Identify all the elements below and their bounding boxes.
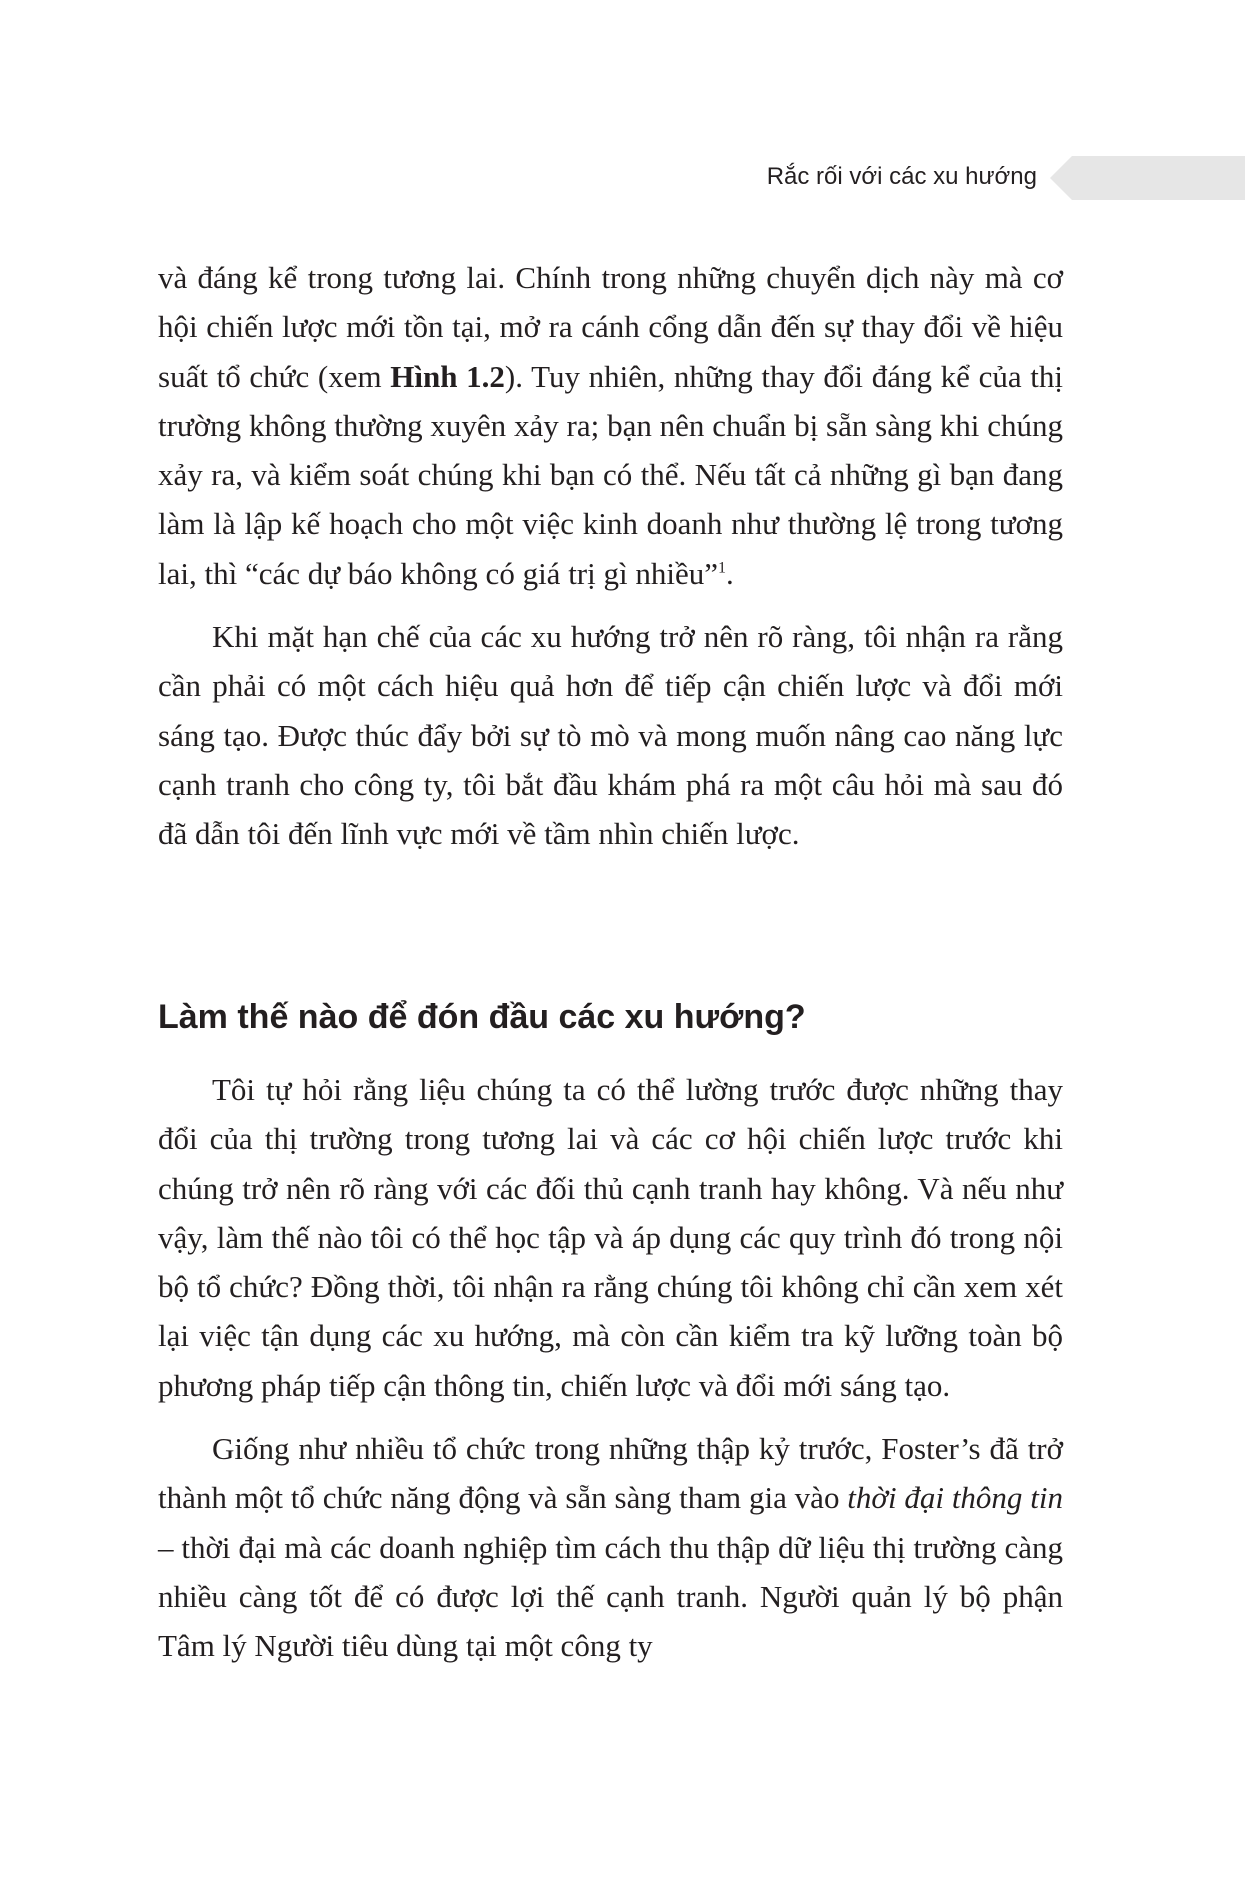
page-number-tab <box>1050 156 1245 200</box>
paragraph-1-text-b: ). Tuy nhiên, những thay đổi đáng kể của thị trường không thường xuyên xảy ra; bạn nên chuẩn bị sẵn sàng khi chúng xảy ra, và kiểm soát chúng khi bạn có thể. Nếu tất cả những gì bạn đang làm là lập kế hoạch cho một việc kinh doanh như thường lệ trong tương lai, thì “các dự báo không có giá trị gì nhiều” <box>158 358 1063 591</box>
paragraph-3: Tôi tự hỏi rằng liệu chúng ta có thể lường trước được những thay đổi của thị trường trong tương lai và các cơ hội chiến lược trước khi chúng trở nên rõ ràng với các đối thủ cạnh tranh hay không. Và nếu như vậy, làm thế nào tôi có thể học tập và áp dụng các quy trình đó trong nội bộ tổ chức? Đồng thời, tôi nhận ra rằng chúng tôi không chỉ cần xem xét lại việc tận dụng các xu hướng, mà còn cần kiểm tra kỹ lưỡng toàn bộ phương pháp tiếp cận thông tin, chiến lược và đổi mới sáng tạo. <box>158 1072 1063 1403</box>
section-heading: Làm thế nào để đón đầu các xu hướng? <box>158 998 806 1036</box>
paragraph-2: Khi mặt hạn chế của các xu hướng trở nên rõ ràng, tôi nhận ra rằng cần phải có một cách hiệu quả hơn để tiếp cận chiến lược và đổi mới sáng tạo. Được thúc đẩy bởi sự tò mò và mong muốn nâng cao năng lực cạnh tranh cho công ty, tôi bắt đầu khám phá ra một câu hỏi mà sau đó đã dẫn tôi đến lĩnh vực mới về tầm nhìn chiến lược. <box>158 619 1063 852</box>
paragraph-4-text-a: Giống như nhiều tổ chức trong những thập kỷ trước, Foster’s đã trở thành một tổ chức năng động và sẵn sàng tham gia vào <box>158 1431 1063 1516</box>
italic-term: thời đại thông tin <box>847 1480 1063 1516</box>
paragraph-4 <box>158 1424 1063 1670</box>
paragraph-1-text-c: . <box>725 555 734 591</box>
footnote-marker: 1 <box>717 559 726 577</box>
body-text-bottom <box>158 1065 1063 1671</box>
figure-reference: Hình 1.2 <box>390 358 505 394</box>
running-header <box>0 156 1245 200</box>
paragraph-1-text-a: và đáng kể trong tương lai. Chính trong những chuyển dịch này mà cơ hội chiến lược mới tồn tại, mở ra cánh cổng dẫn đến sự thay đổi về hiệu suất tổ chức (xem <box>158 260 1063 394</box>
paragraph-4-text-b: – thời đại mà các doanh nghiệp tìm cách thu thập dữ liệu thị trường càng nhiều càng tốt để có được lợi thế cạnh tranh. Người quản lý bộ phận Tâm lý Người tiêu dùng tại một công ty <box>158 1529 1063 1664</box>
body-text-top <box>158 253 1063 859</box>
running-title: Rắc rối với các xu hướng <box>766 163 1037 190</box>
paragraph-1 <box>158 253 1063 598</box>
